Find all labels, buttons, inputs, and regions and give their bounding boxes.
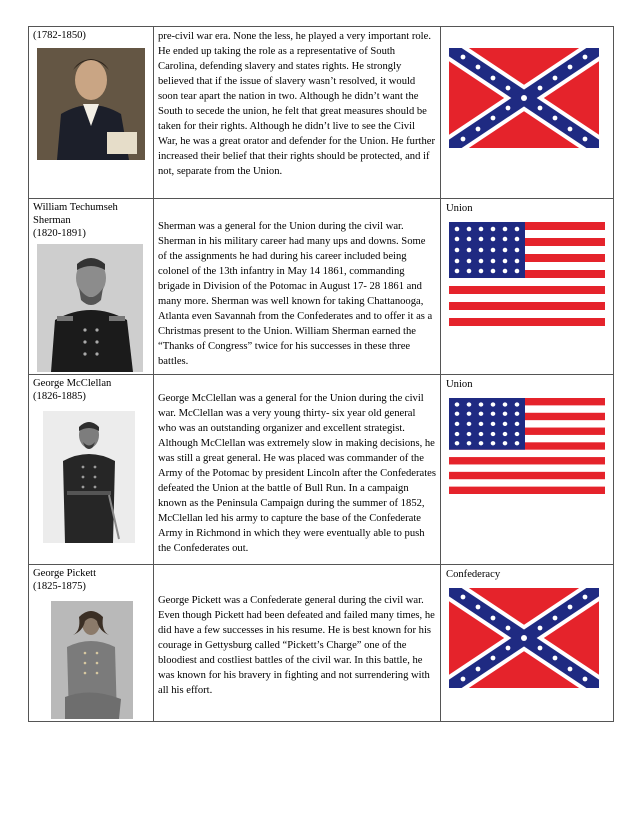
affiliation-label: Confederacy: [446, 569, 501, 580]
person-cell: [29, 565, 154, 722]
affiliation-label: [446, 30, 609, 44]
flag-cell: [441, 199, 614, 375]
affiliation-label: Union: [446, 203, 473, 214]
person-dates: (1820-1891): [33, 228, 86, 239]
portrait-photo: [43, 411, 135, 543]
affiliation-label: Union: [446, 379, 473, 390]
person-name: George McClellan: [33, 378, 112, 389]
person-cell: [29, 199, 154, 375]
flag-cell: [441, 565, 614, 722]
person-name: William Techumseh Sherman: [33, 202, 118, 226]
table-row: [29, 199, 614, 375]
confederate-flag-icon: [449, 48, 599, 148]
portrait-photo: [37, 48, 145, 160]
person-cell: [29, 375, 154, 565]
biography-text: George Pickett was a Confederate general during the civil war. Even though Pickett had been defeated and failed many times, he did have a few successes in his resume. He is best known for his courage in Gettysburg called “Pickett’s Charge” one of the bloodiest and costliest battles of the civil war. In this battle, he was known for his bravery in fighting and not surrendering with all his effort.: [158, 595, 435, 696]
person-name: George Pickett: [33, 568, 97, 579]
biography-text: Sherman was a general for the Union during the civil war. Sherman in his military career had many ups and downs. Some of the assignments he had during his career included being colonel of the 13th infantry in May 14 1861, commanding brigade in Division of the Potomac in August 17- 28 1861 and many more. Sherman was well known for taking Chattanooga, Atlanta even Savannah from the Confederates and to offer it as a Christmas present to the Union. William Sherman earned the “Thanks of Congress” twice for his successes in these three battles.: [158, 221, 433, 367]
flag-cell: [441, 375, 614, 565]
portrait-photo: [37, 244, 143, 372]
portrait-photo: [51, 601, 133, 719]
person-dates: (1826-1885): [33, 391, 86, 402]
biography-text: George McClellan was a general for the Union during the civil war. McClellan was a very young thirty- six year old general who was an outstanding organizer and excellent strategist. Although McClellan was extremely slow in making decisions, he was still a great general. He was placed was commander of the Army of the Potomac by president Lincoln after the Confederates defeated the Union at the battle of Bull Run. In a campaign known as the Peninsula Campaign during the summer of 1852, McClellan led his army to capture the base of the Confederate Army in Richmond in which they were eventually able to push the Confederates out.: [158, 393, 436, 554]
bio-cell: [154, 375, 441, 565]
bio-cell: [154, 199, 441, 375]
union-flag-icon: [449, 398, 605, 494]
table-row: [29, 565, 614, 722]
union-flag-icon: [449, 222, 605, 326]
flag-cell: [441, 27, 614, 199]
person-dates: (1825-1875): [33, 581, 86, 592]
biography-table: [28, 26, 614, 722]
table-row: [29, 375, 614, 565]
bio-cell: [154, 565, 441, 722]
biography-text: pre-civil war era. None the less, he played a very important role. He ended up taking the role as a representative of South Carolina, defending slavery and states rights. He strongly believed that if the issue of slavery wasn’t resolved, it would soon tear apart the nation in two. Although he didn’t want the South to secede the union, he felt that great measures should be taken for their rights. Although he didn’t live to see the Civil War, he was a great orator and defender for the Union. He further increased their belief that their rights should be protected, and if not, separate from the Union.: [158, 31, 435, 177]
person-cell: [29, 27, 154, 199]
person-dates: (1782-1850): [33, 30, 86, 41]
confederate-flag-icon: [449, 588, 599, 688]
table-row: [29, 27, 614, 199]
bio-cell: [154, 27, 441, 199]
